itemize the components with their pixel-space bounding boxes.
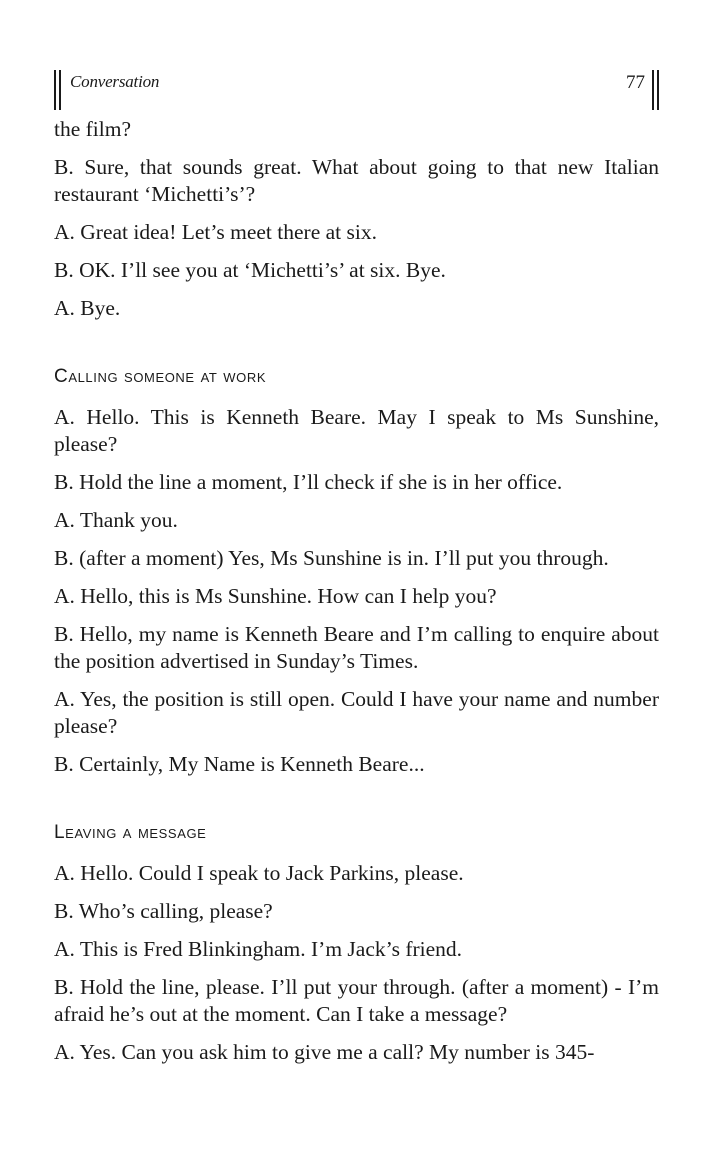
right-rule bbox=[652, 70, 654, 110]
dialogue-line: B. Hold the line, please. I’ll put your through. (after a moment) - I’m afraid he’s out at the moment. Can I take a message? bbox=[54, 975, 659, 1026]
page-number: 77 bbox=[626, 72, 645, 93]
dialogue-line: B. Who’s calling, please? bbox=[54, 899, 273, 923]
running-head bbox=[54, 70, 659, 112]
dialogue-line: A. Thank you. bbox=[54, 508, 178, 532]
dialogue-line: A. This is Fred Blinkingham. I’m Jack’s friend. bbox=[54, 937, 463, 961]
dialogue-line: the film? bbox=[54, 117, 132, 141]
section-heading: Leaving a message bbox=[54, 822, 207, 843]
dialogue-line: A. Bye. bbox=[54, 296, 121, 320]
dialogue-line: B. (after a moment) Yes, Ms Sunshine is in. I’ll put you through. bbox=[54, 546, 609, 570]
page-body bbox=[54, 116, 659, 1077]
dialogue-line: A. Hello. This is Kenneth Beare. May I speak to Ms Sunshine, please? bbox=[54, 405, 659, 456]
dialogue-line: A. Yes, the position is still open. Could I have your name and number please? bbox=[54, 687, 659, 738]
left-rule bbox=[59, 70, 61, 110]
dialogue-line: A. Hello, this is Ms Sunshine. How can I help you? bbox=[54, 584, 497, 608]
section-spacer bbox=[54, 333, 659, 363]
right-rule bbox=[657, 70, 659, 110]
dialogue-line: B. Hold the line a moment, I’ll check if she is in her office. bbox=[54, 470, 563, 494]
section-heading: Calling someone at work bbox=[54, 366, 267, 387]
dialogue-line: A. Hello. Could I speak to Jack Parkins, please. bbox=[54, 861, 464, 885]
dialogue-line: B. Certainly, My Name is Kenneth Beare... bbox=[54, 752, 425, 776]
chapter-title: Conversation bbox=[70, 72, 160, 91]
dialogue-line: A. Great idea! Let’s meet there at six. bbox=[54, 220, 377, 244]
dialogue-line: B. OK. I’ll see you at ‘Michetti’s’ at six. Bye. bbox=[54, 258, 446, 282]
dialogue-line: A. Yes. Can you ask him to give me a call? My number is 345- bbox=[54, 1040, 595, 1064]
dialogue-line: B. Sure, that sounds great. What about going to that new Italian restaurant ‘Michetti’s’? bbox=[54, 155, 659, 206]
dialogue-line: B. Hello, my name is Kenneth Beare and I’m calling to enquire about the position advertised in Sunday’s Times. bbox=[54, 622, 659, 673]
left-rule bbox=[54, 70, 56, 110]
section-spacer bbox=[54, 789, 659, 819]
